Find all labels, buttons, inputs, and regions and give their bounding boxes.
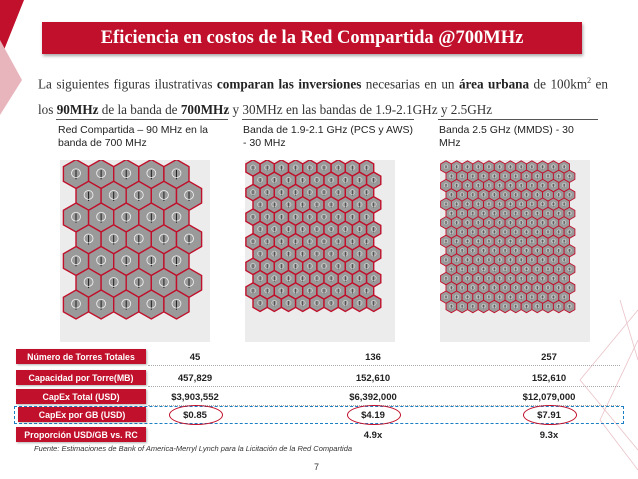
- page-number: 7: [314, 462, 320, 472]
- row-label-towers: Número de Torres Totales: [16, 349, 146, 364]
- row-label-capex-per-gb: CapEx por GB (USD): [18, 407, 146, 422]
- value-towers-pcs: 136: [365, 352, 381, 363]
- column-title-mmds: Banda 2.5 GHz (MMDS) - 30 MHz: [439, 124, 574, 149]
- value-capex-total-rc: $3,903,552: [171, 392, 219, 403]
- column-title-700mhz: Red Compartida – 90 MHz en la banda de 700 MHz: [58, 124, 208, 149]
- hex-grid-pcs-aws: [245, 160, 395, 342]
- value-capex-total-pcs: $6,392,000: [349, 392, 397, 403]
- row-divider: [148, 365, 620, 366]
- value-towers-rc: 45: [189, 352, 201, 363]
- column-rule-2: [242, 119, 414, 120]
- column-rule-1: [56, 119, 228, 120]
- row-divider: [148, 386, 620, 387]
- hex-grid-mmds: [440, 160, 590, 342]
- row-label-ratio: Proporción USD/GB vs. RC: [16, 427, 146, 442]
- value-capex-per-gb-rc: $0.85: [183, 410, 207, 421]
- value-capacity-pcs: 152,610: [355, 373, 391, 384]
- corner-decoration-left: [0, 0, 30, 120]
- column-title-pcs-aws: Banda de 1.9-2.1 GHz (PCS y AWS) - 30 MHz: [243, 124, 414, 149]
- slide-title: Eficiencia en costos de la Red Compartida @700MHz: [42, 22, 582, 54]
- row-label-capex-total: CapEx Total (USD): [16, 389, 146, 404]
- column-rule-3: [438, 119, 598, 120]
- value-capex-total-mmds: $12,079,000: [522, 392, 576, 403]
- value-capacity-rc: 457,829: [177, 373, 213, 384]
- value-capex-per-gb-pcs: $4.19: [361, 410, 385, 421]
- value-capex-per-gb-mmds: $7.91: [537, 410, 561, 421]
- value-ratio-pcs: 4.9x: [363, 430, 383, 441]
- intro-paragraph: La siguientes figuras ilustrativas comparan las inversiones necesarias en un área urbana de $100km^2$ en los 90MHz de la banda de 700MHz y 30MHz en las bandas de 1.9-2.1GHz y 2.5GHz: [38, 76, 608, 118]
- value-towers-mmds: 257: [541, 352, 557, 363]
- value-capacity-mmds: 152,610: [531, 373, 567, 384]
- source-note: Fuente: Estimaciones de Bank of America-Merryl Lynch para la Licitación de la Red Compartida: [34, 444, 353, 453]
- row-label-capacity: Capacidad por Torre(MB): [16, 370, 146, 385]
- hex-grid-700mhz: [60, 160, 210, 342]
- value-ratio-mmds: 9.3x: [539, 430, 559, 441]
